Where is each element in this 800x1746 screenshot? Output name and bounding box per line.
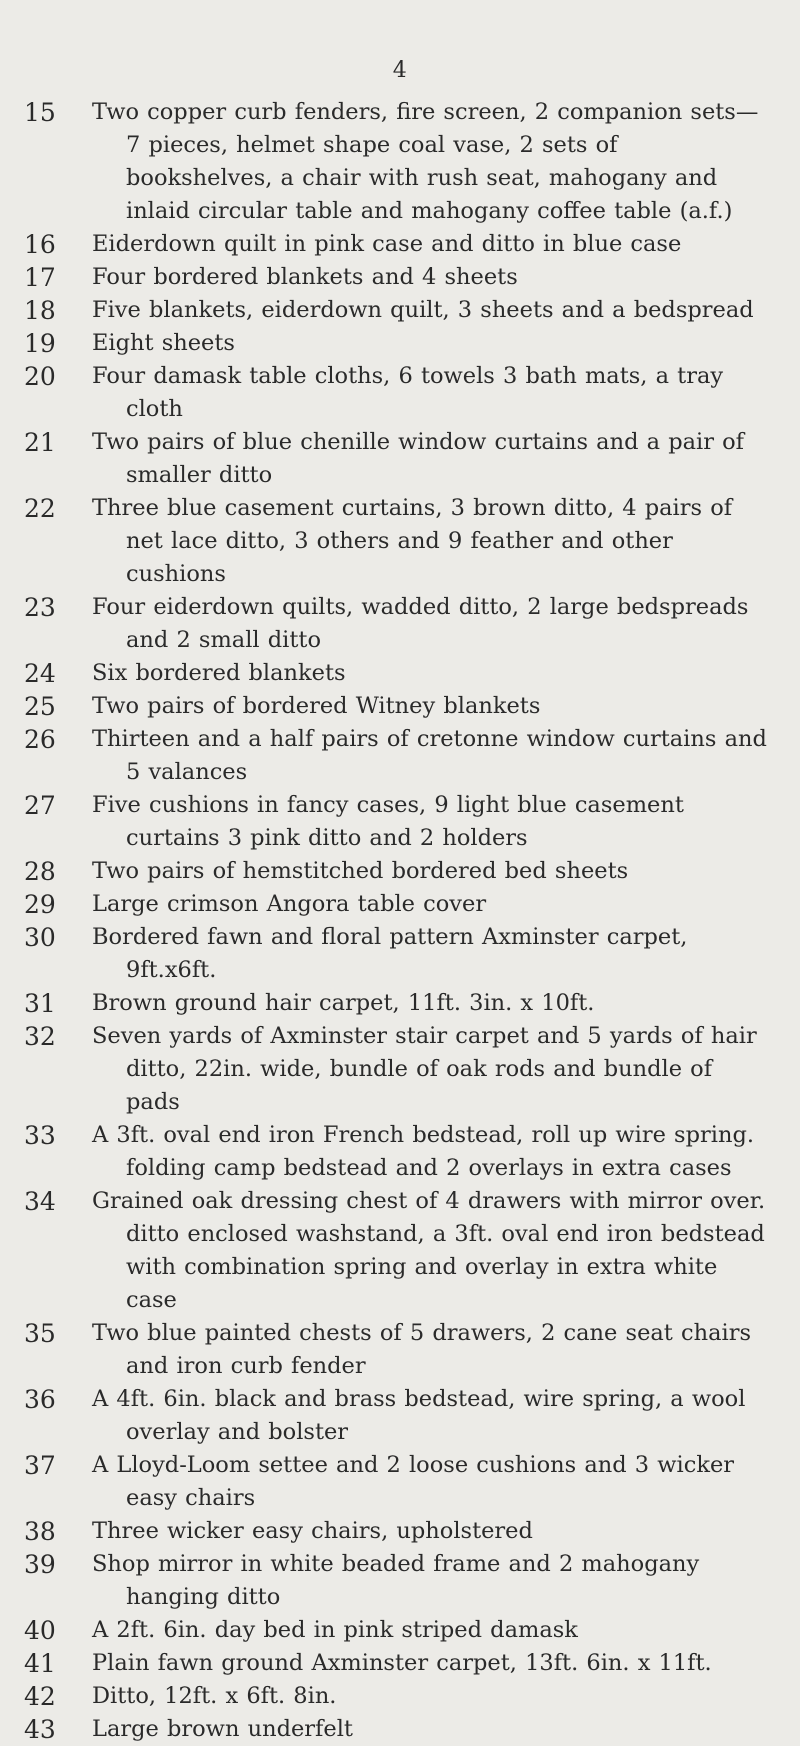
lot-number: 23 bbox=[24, 593, 56, 622]
lot-item bbox=[0, 1449, 800, 1515]
lot-description: A Lloyd-Loom settee and 2 loose cushions and 3 wicker easy chairs bbox=[92, 1452, 735, 1511]
lot-description: Two copper curb fenders, fire screen, 2 companion sets—7 pieces, helmet shape coal vase, 2 sets of bookshelves, a chair with rush seat, mahogany and inlaid circular table and mahogany coffee table (a.f.) bbox=[92, 99, 759, 224]
lot-description: Shop mirror in white beaded frame and 2 mahogany hanging ditto bbox=[92, 1551, 700, 1610]
lot-description: Two pairs of hemstitched bordered bed sheets bbox=[92, 858, 629, 884]
lot-description: Eiderdown quilt in pink case and ditto in blue case bbox=[92, 231, 682, 257]
lot-item bbox=[0, 1614, 800, 1647]
lot-description: Large brown underfelt bbox=[92, 1716, 353, 1742]
lot-list bbox=[0, 96, 800, 1746]
lot-item bbox=[0, 492, 800, 591]
lot-item bbox=[0, 1548, 800, 1614]
lot-number: 20 bbox=[24, 362, 56, 391]
lot-item bbox=[0, 327, 800, 360]
lot-item bbox=[0, 1515, 800, 1548]
lot-description: Four eiderdown quilts, wadded ditto, 2 large bedspreads and 2 small ditto bbox=[92, 594, 749, 653]
lot-item bbox=[0, 690, 800, 723]
lot-number: 40 bbox=[24, 1616, 56, 1645]
lot-item bbox=[0, 855, 800, 888]
lot-description: Five blankets, eiderdown quilt, 3 sheets and a bedspread bbox=[92, 297, 754, 323]
lot-number: 39 bbox=[24, 1550, 56, 1579]
lot-item bbox=[0, 1317, 800, 1383]
lot-item bbox=[0, 1647, 800, 1680]
lot-number: 41 bbox=[24, 1649, 56, 1678]
lot-number: 26 bbox=[24, 725, 56, 754]
lot-description: Ditto, 12ft. x 6ft. 8in. bbox=[92, 1683, 337, 1709]
lot-number: 32 bbox=[24, 1022, 56, 1051]
lot-description: Five cushions in fancy cases, 9 light blue casement curtains 3 pink ditto and 2 holders bbox=[92, 792, 684, 851]
lot-description: Grained oak dressing chest of 4 drawers with mirror over. ditto enclosed washstand, a 3ft. oval end iron bedstead with combination spring and overlay in extra white case bbox=[92, 1188, 766, 1313]
lot-description: Eight sheets bbox=[92, 330, 235, 356]
lot-item bbox=[0, 723, 800, 789]
lot-description: Two blue painted chests of 5 drawers, 2 cane seat chairs and iron curb fender bbox=[92, 1320, 751, 1379]
lot-item bbox=[0, 1020, 800, 1119]
lot-number: 43 bbox=[24, 1715, 56, 1744]
lot-description: Two pairs of blue chenille window curtains and a pair of smaller ditto bbox=[92, 429, 744, 488]
lot-item bbox=[0, 426, 800, 492]
lot-number: 22 bbox=[24, 494, 56, 523]
lot-description: Bordered fawn and floral pattern Axminster carpet, 9ft.x6ft. bbox=[92, 924, 688, 983]
lot-number: 16 bbox=[24, 230, 56, 259]
lot-item bbox=[0, 1713, 800, 1746]
lot-number: 25 bbox=[24, 692, 56, 721]
lot-description: A 3ft. oval end iron French bedstead, roll up wire spring. folding camp bedstead and 2 overlays in extra cases bbox=[92, 1122, 754, 1181]
lot-item bbox=[0, 921, 800, 987]
lot-number: 37 bbox=[24, 1451, 56, 1480]
lot-item bbox=[0, 360, 800, 426]
lot-description: Four bordered blankets and 4 sheets bbox=[92, 264, 518, 290]
lot-description: Plain fawn ground Axminster carpet, 13ft. 6in. x 11ft. bbox=[92, 1650, 712, 1676]
lot-description: Three wicker easy chairs, upholstered bbox=[92, 1518, 533, 1544]
lot-description: Thirteen and a half pairs of cretonne window curtains and 5 valances bbox=[92, 726, 767, 785]
lot-number: 31 bbox=[24, 989, 56, 1018]
lot-item bbox=[0, 294, 800, 327]
lot-item bbox=[0, 261, 800, 294]
lot-description: Two pairs of bordered Witney blankets bbox=[92, 693, 541, 719]
lot-item bbox=[0, 657, 800, 690]
lot-item bbox=[0, 987, 800, 1020]
lot-description: A 4ft. 6in. black and brass bedstead, wire spring, a wool overlay and bolster bbox=[92, 1386, 746, 1445]
lot-number: 27 bbox=[24, 791, 56, 820]
lot-number: 34 bbox=[24, 1187, 56, 1216]
lot-item bbox=[0, 1680, 800, 1713]
lot-item bbox=[0, 888, 800, 921]
lot-description: Brown ground hair carpet, 11ft. 3in. x 10ft. bbox=[92, 990, 595, 1016]
lot-number: 18 bbox=[24, 296, 56, 325]
lot-number: 35 bbox=[24, 1319, 56, 1348]
lot-description: Seven yards of Axminster stair carpet and 5 yards of hair ditto, 22in. wide, bundle of oak rods and bundle of pads bbox=[92, 1023, 757, 1115]
lot-description: A 2ft. 6in. day bed in pink striped damask bbox=[92, 1617, 578, 1643]
lot-number: 42 bbox=[24, 1682, 56, 1711]
lot-number: 28 bbox=[24, 857, 56, 886]
lot-item bbox=[0, 789, 800, 855]
lot-number: 36 bbox=[24, 1385, 56, 1414]
lot-number: 19 bbox=[24, 329, 56, 358]
lot-number: 24 bbox=[24, 659, 56, 688]
lot-number: 30 bbox=[24, 923, 56, 952]
lot-number: 29 bbox=[24, 890, 56, 919]
page-number: 4 bbox=[392, 58, 408, 83]
lot-item bbox=[0, 228, 800, 261]
lot-number: 15 bbox=[24, 98, 56, 127]
lot-item bbox=[0, 1185, 800, 1317]
lot-item bbox=[0, 1383, 800, 1449]
lot-number: 21 bbox=[24, 428, 56, 457]
lot-item bbox=[0, 1119, 800, 1185]
lot-number: 33 bbox=[24, 1121, 56, 1150]
lot-description: Six bordered blankets bbox=[92, 660, 346, 686]
lot-number: 38 bbox=[24, 1517, 56, 1546]
lot-description: Large crimson Angora table cover bbox=[92, 891, 487, 917]
lot-item bbox=[0, 96, 800, 228]
lot-description: Three blue casement curtains, 3 brown ditto, 4 pairs of net lace ditto, 3 others and 9 feather and other cushions bbox=[92, 495, 733, 587]
lot-item bbox=[0, 591, 800, 657]
lot-number: 17 bbox=[24, 263, 56, 292]
lot-description: Four damask table cloths, 6 towels 3 bath mats, a tray cloth bbox=[92, 363, 724, 422]
